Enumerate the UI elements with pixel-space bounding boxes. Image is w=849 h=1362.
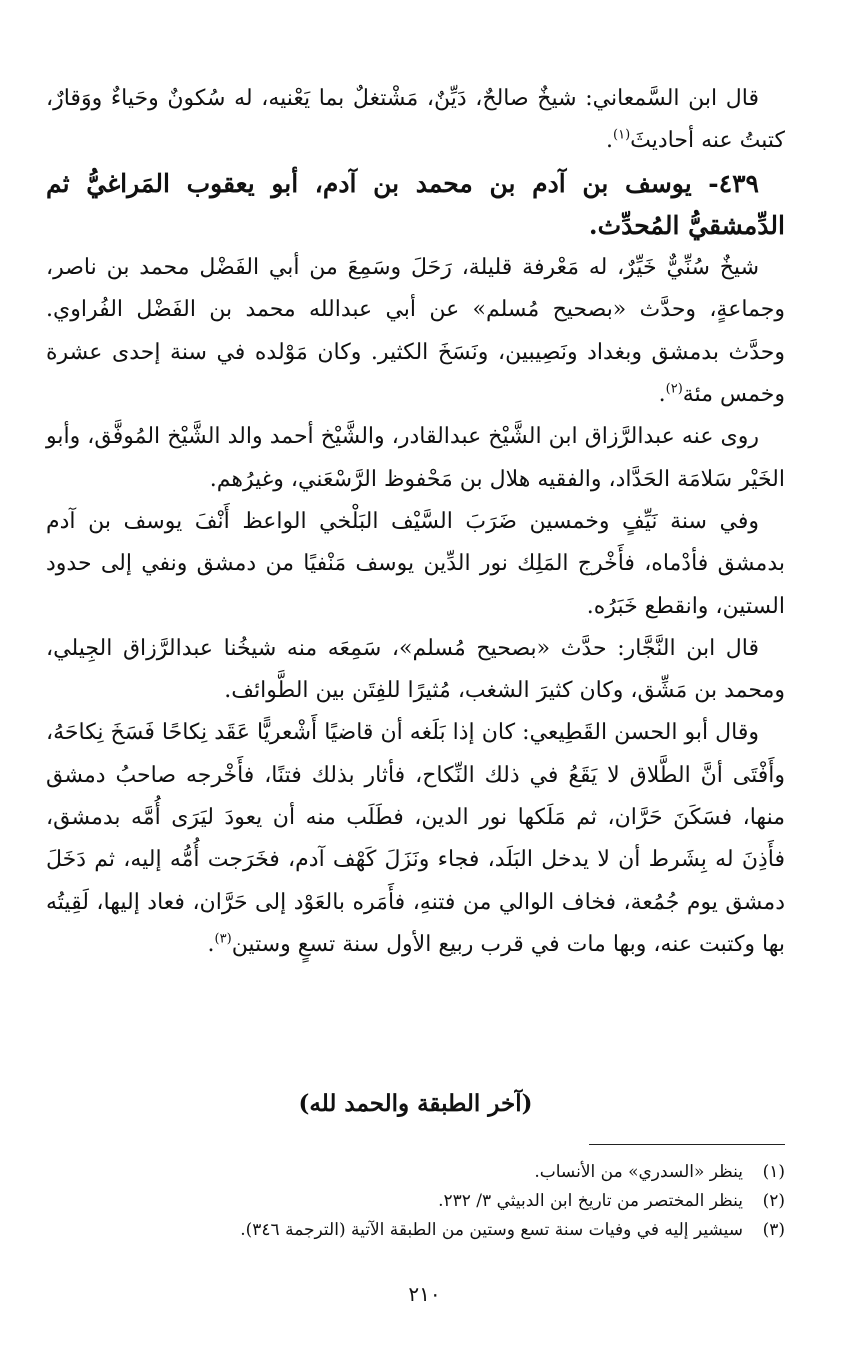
paragraph-narrators: روى عنه عبدالرَّزاق ابن الشَّيْخ عبدالقادر، والشَّيْخ أحمد والد الشَّيْخ المُوفَّق، وأبو الخَيْر سَلامَة الحَدَّاد، والفقيه هلال بن مَحْفوظ الرَّسْعَني، وغيرُهم.	[46, 424, 785, 492]
footnote-divider	[589, 1144, 785, 1145]
section-end-title: (آخر الطبقة والحمد لله)	[298, 1090, 533, 1117]
footnote-number: (٣)	[762, 1220, 785, 1240]
paragraph-qatii: وقال أبو الحسن القَطِيعي: كان إذا بَلَغه أن قاضيًا أَشْعريًّا عَقَد نِكاحًا فَسَخَ نِكاحَهُ، وأَفْتَى أنَّ الطَّلاق لا يَقَعُ في ذلك النِّكاح، فأثار بذلك فتنًا، فأَخْرجه صاحبُ دمشق منها، فسَكَنَ حَرَّان، ثم مَلَكها نور الدين، فطَلَب منه أن يعودَ ليَرَى أُمَّه بدمشق، فأَذِنَ له بِشَرط أن لا يدخل البَلَد، فجاء ونَزَلَ كَهْف آدم، فخَرَجت أُمُّه إليه، ثم دَخَلَ دمشق يوم جُمُعة، فخاف الوالي من فتنهِ، فأَمَره بالعَوْد إلى حَرَّان، فعاد إليها، لَقِيتُه بها وكتبت عنه، وبها مات في قرب ربيع الأول سنة تسعٍ وستين$^{(٣)}$.	[46, 720, 785, 957]
footnote-number: (٢)	[762, 1191, 785, 1211]
footnote-1	[46, 1158, 785, 1187]
footnote-ref-3[interactable]: (٣)	[214, 931, 232, 947]
footnote-2	[46, 1187, 785, 1216]
entry-heading: ٤٣٩- يوسف بن آدم بن محمد بن آدم، أبو يعقوب المَراغيُّ ثم الدِّمشقيُّ المُحدِّث.	[46, 168, 785, 240]
paragraph-exile: وفي سنة نَيِّفٍ وخمسين ضَرَبَ السَّيْف البَلْخي الواعظ أَنْفَ يوسف بن آدم بدمشق فأدْماه، فأَخْرج المَلِك نور الدِّين يوسف مَنْفيًا من دمشق ونفي إلى حدود الستين، وانقطع خَبَرُه.	[46, 508, 785, 619]
paragraph-samani: قال ابن السَّمعاني: شيخٌ صالحٌ، دَيِّنٌ، مَشْتغلٌ بما يَعْنيه، له سُكونٌ وحَياءٌ ووَقارٌ، كتبتُ عنه أحاديثَ$^{(١)}$.	[46, 86, 785, 154]
footnote-text: ينظر المختصر من تاريخ ابن الدبيثي ٣/ ٢٣٢.	[438, 1191, 743, 1211]
paragraph-najjar: قال ابن النَّجَّار: حدَّث «بصحيح مُسلم»، سَمِعَه منه شيخُنا عبدالرَّزاق الجِيلي، ومحمد بن مَشِّق، وكان كثيرَ الشغب، مُثيرًا للفِتَن بين الطَّوائف.	[46, 635, 785, 704]
footnote-ref-2[interactable]: (٢)	[665, 381, 683, 397]
footnote-text: سيشير إليه في وفيات سنة تسع وستين من الطبقة الآتية (الترجمة ٣٤٦).	[240, 1220, 743, 1240]
paragraph-biography: شيخٌ سُنِّيٌّ خَيِّرٌ، له مَعْرفة قليلة، رَحَلَ وسَمِعَ من أبي الفَضْل محمد بن ناصر، وجماعةٍ، وحدَّث «بصحيح مُسلم» عن أبي عبدالله محمد بن الفَضْل الفُراوي. وحدَّث بدمشق وبغداد ونَصِيبين، ونَسَخَ الكثير. وكان مَوْلده في سنة إحدى عشرة وخمس مئة$^{(٢)}$.	[46, 255, 785, 408]
footnote-3	[46, 1216, 785, 1245]
footnotes	[46, 1158, 785, 1245]
footnote-number: (١)	[762, 1162, 785, 1182]
page-number: ٢١٠	[408, 1282, 441, 1306]
footnote-ref-1[interactable]: (١)	[613, 127, 631, 143]
footnote-text: ينظر «السدري» من الأنساب.	[534, 1162, 743, 1182]
main-text	[46, 78, 785, 966]
